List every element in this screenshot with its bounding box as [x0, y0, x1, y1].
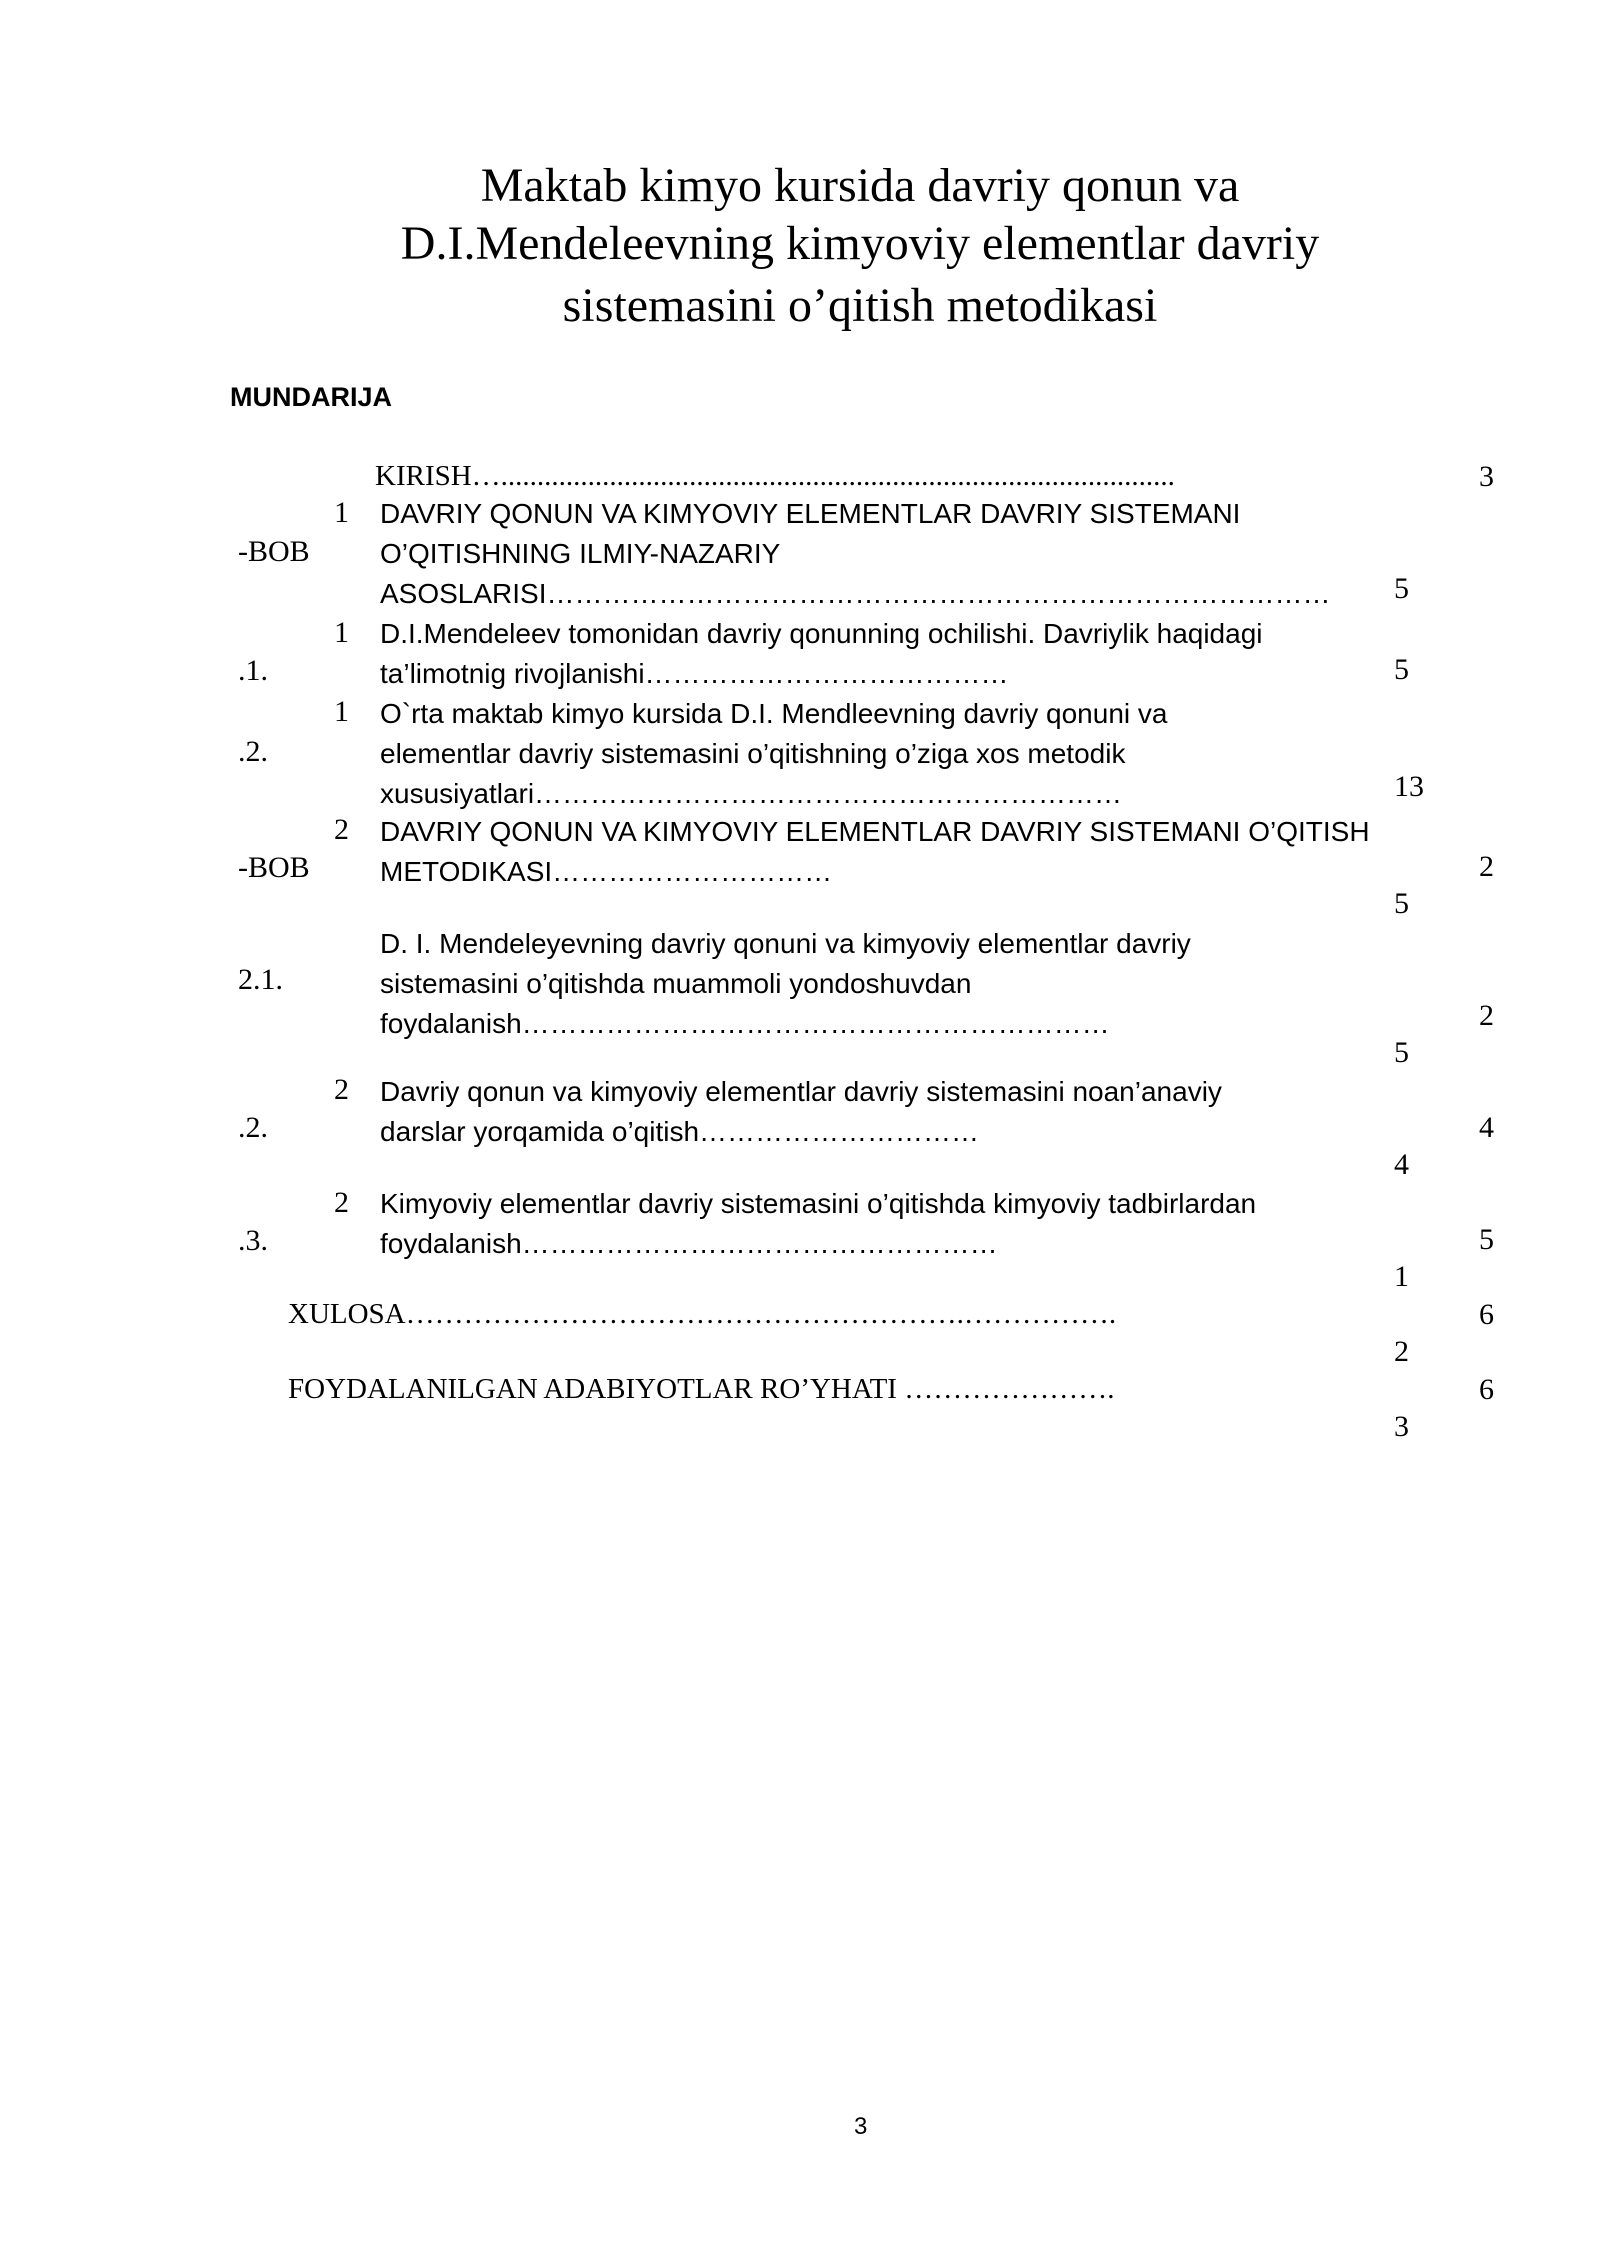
toc-chapter-1-line-1: DAVRIY QONUN VA KIMYOVIY ELEMENTLAR DAVRIY SISTEMANI — [380, 498, 1241, 529]
toc-section-2-1-number: 2.1. — [238, 963, 283, 996]
document-title-line-1: Maktab kimyo kursida davriy qonun va — [480, 159, 1240, 212]
toc-chapter-2-label: -BOB — [238, 851, 310, 884]
toc-section-2-1-page-a: 2 — [1479, 999, 1494, 1032]
toc-xulosa-page-b: 2 — [1394, 1335, 1409, 1368]
page-number: 3 — [854, 2113, 868, 2140]
toc-page-kirish: 3 — [1479, 460, 1494, 493]
toc-section-2-2-page-b: 4 — [1394, 1148, 1409, 1181]
toc-chapter-1-line-3: ASOSLARISI………………………………………………………………………… — [380, 578, 1331, 609]
toc-section-1-1-label: .1. — [238, 654, 268, 687]
toc-entry-bibliography: FOYDALANILGAN ADABIYOTLAR RO’YHATI …………………. — [288, 1373, 1115, 1405]
toc-chapter-1-line-2: O’QITISHNING ILMIY-NAZARIY — [380, 538, 781, 569]
toc-bibliography-page-b: 3 — [1394, 1410, 1409, 1443]
toc-section-2-2-page-a: 4 — [1479, 1111, 1494, 1144]
toc-chapter-1-number: 1 — [334, 496, 349, 529]
toc-section-1-1-line-1: D.I.Mendeleev tomonidan davriy qonunning ochilishi. Davriylik haqidagi — [380, 618, 1263, 649]
toc-entry-kirish: KIRISH…............................................................................................. — [375, 460, 1175, 492]
toc-section-2-1-line-1: D. I. Mendeleyevning davriy qonuni va kimyoviy elementlar davriy — [380, 928, 1191, 959]
toc-section-1-2-page: 13 — [1394, 770, 1424, 803]
toc-entry-xulosa: XULOSA………………………………………………….……………. — [288, 1298, 1117, 1330]
toc-chapter-2-number: 2 — [334, 813, 349, 846]
toc-section-1-2-line-3: xususiyatlari……………………………………………………… — [380, 778, 1123, 809]
contents-heading: MUNDARIJA — [230, 382, 392, 412]
toc-chapter-2-page-b: 5 — [1394, 887, 1409, 920]
toc-section-1-2-line-1: O`rta maktab kimyo kursida D.I. Mendleevning davriy qonuni va — [380, 698, 1168, 729]
toc-section-1-1-number: 1 — [334, 616, 349, 649]
toc-section-2-1-page-b: 5 — [1394, 1036, 1409, 1069]
toc-chapter-1-page: 5 — [1394, 572, 1409, 605]
toc-section-2-2-line-1: Davriy qonun va kimyoviy elementlar davriy sistemasini noan’anaviy — [380, 1076, 1222, 1107]
toc-section-2-2-number: 2 — [334, 1073, 349, 1106]
toc-section-2-1-line-3: foydalanish……………………………………………………… — [380, 1008, 1110, 1039]
toc-xulosa-page-a: 6 — [1479, 1298, 1494, 1331]
toc-section-1-2-line-2: elementlar davriy sistemasini o’qitishning o’ziga xos metodik — [380, 738, 1126, 769]
toc-section-2-3-page-a: 5 — [1479, 1223, 1494, 1256]
toc-section-2-3-page-b: 1 — [1394, 1260, 1409, 1293]
toc-section-2-3-label: .3. — [238, 1224, 268, 1257]
toc-chapter-2-page-a: 2 — [1479, 850, 1494, 883]
toc-section-2-1-line-2: sistemasini o’qitishda muammoli yondoshuvdan — [380, 968, 972, 999]
toc-section-1-1-line-2: ta’limotnig rivojlanishi………………………………… — [380, 658, 1009, 689]
toc-section-2-3-line-2: foydalanish…………………………………………… — [380, 1228, 998, 1259]
toc-section-1-2-number: 1 — [334, 695, 349, 728]
toc-section-1-1-page: 5 — [1394, 653, 1409, 686]
document-title-line-2: D.I.Mendeleevning kimyoviy elementlar davriy — [400, 217, 1320, 270]
toc-section-1-2-label: .2. — [238, 735, 268, 768]
toc-bibliography-page-a: 6 — [1479, 1373, 1494, 1406]
toc-chapter-2-line-1: DAVRIY QONUN VA KIMYOVIY ELEMENTLAR DAVRIY SISTEMANI O’QITISH — [380, 816, 1370, 847]
toc-section-2-3-number: 2 — [334, 1186, 349, 1219]
toc-section-2-2-label: .2. — [238, 1111, 268, 1144]
document-title-line-3: sistemasini o’qitish metodikasi — [562, 279, 1158, 332]
toc-chapter-1-label: -BOB — [238, 535, 310, 568]
toc-section-2-3-line-1: Kimyoviy elementlar davriy sistemasini o’qitishda kimyoviy tadbirlardan — [380, 1188, 1257, 1219]
toc-chapter-2-line-2: METODIKASI………………………… — [380, 856, 833, 887]
toc-section-2-2-line-2: darslar yorqamida o’qitish………………………… — [380, 1116, 980, 1147]
